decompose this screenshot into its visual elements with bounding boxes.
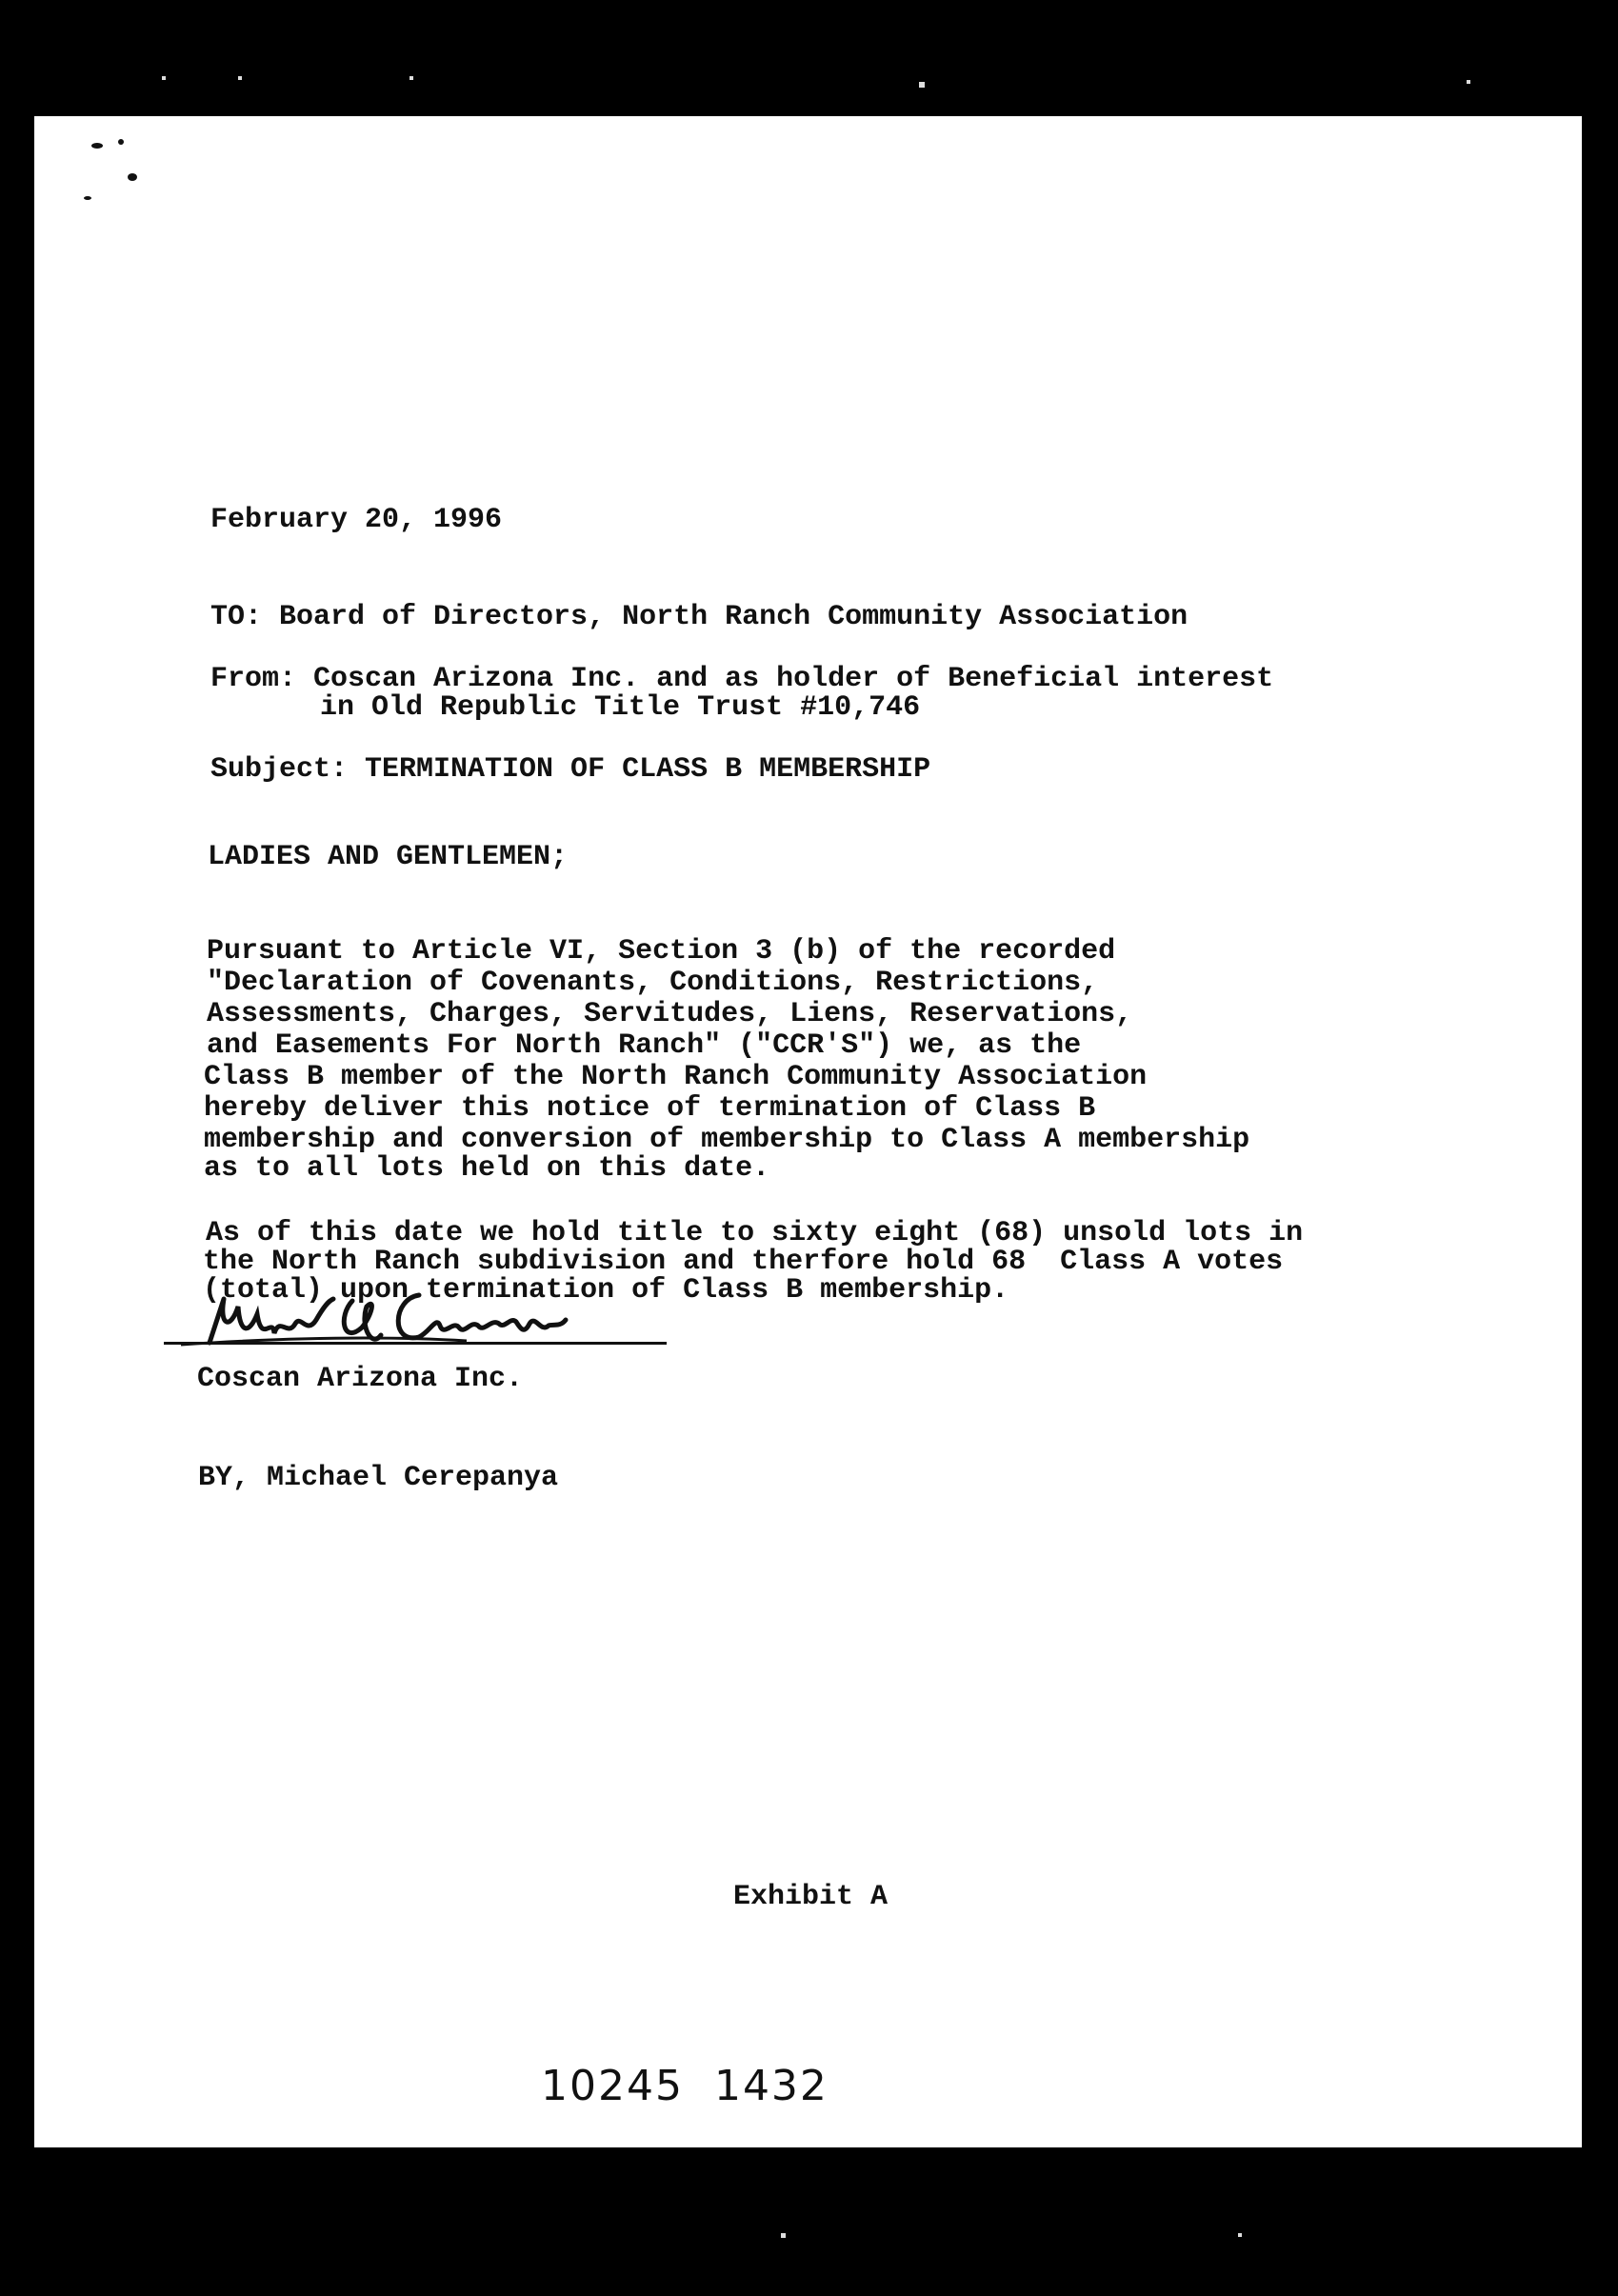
paragraph-line: Class B member of the North Ranch Community Association	[204, 1061, 1148, 1093]
paragraph-line: Assessments, Charges, Servitudes, Liens, Reservations,	[207, 998, 1133, 1030]
paragraph-line: as to all lots held on this date.	[204, 1152, 770, 1185]
scan-edge-dot	[1238, 2233, 1242, 2237]
page-number: 10245 1432	[541, 2062, 829, 2110]
scan-speck	[91, 143, 103, 149]
scan-edge-dot	[162, 76, 166, 80]
scan-speck	[84, 196, 91, 200]
scan-speck	[118, 139, 124, 145]
paragraph-line: As of this date we hold title to sixty eight (68) unsold lots in	[206, 1217, 1304, 1249]
exhibit-label: Exhibit A	[733, 1881, 889, 1913]
company-name: Coscan Arizona Inc.	[197, 1363, 524, 1395]
paragraph-line: membership and conversion of membership to Class A membership	[204, 1124, 1250, 1156]
paragraph-line: (total) upon termination of Class B membership.	[203, 1274, 1009, 1307]
memo-subject: Subject: TERMINATION OF CLASS B MEMBERSHIP	[210, 753, 931, 786]
paragraph-line: hereby deliver this notice of termination of Class B	[204, 1092, 1096, 1125]
paragraph-line: the North Ranch subdivision and therfore hold 68 Class A votes	[203, 1246, 1284, 1278]
paragraph-line: Pursuant to Article VI, Section 3 (b) of the recorded	[207, 935, 1116, 968]
signature	[181, 1278, 676, 1378]
memo-to: TO: Board of Directors, North Ranch Community Association	[210, 601, 1189, 633]
memo-from-continued: in Old Republic Title Trust #10,746	[320, 691, 921, 724]
scan-edge-dot	[781, 2233, 786, 2238]
scan-speck	[128, 173, 137, 181]
scan-edge-dot	[919, 82, 925, 88]
memo-date: February 20, 1996	[210, 504, 503, 536]
scan-edge-dot	[409, 76, 413, 80]
scan-edge-dot	[1467, 80, 1470, 84]
scan-edge-dot	[238, 76, 242, 80]
signature-line	[164, 1342, 667, 1345]
signed-by: BY, Michael Cerepanya	[198, 1462, 559, 1494]
paragraph-line: and Easements For North Ranch" ("CCR'S") we, as the	[207, 1029, 1082, 1062]
memo-from: From: Coscan Arizona Inc. and as holder of Beneficial interest	[210, 663, 1274, 695]
salutation: LADIES AND GENTLEMEN;	[208, 841, 569, 873]
paragraph-line: "Declaration of Covenants, Conditions, Restrictions,	[207, 967, 1099, 999]
